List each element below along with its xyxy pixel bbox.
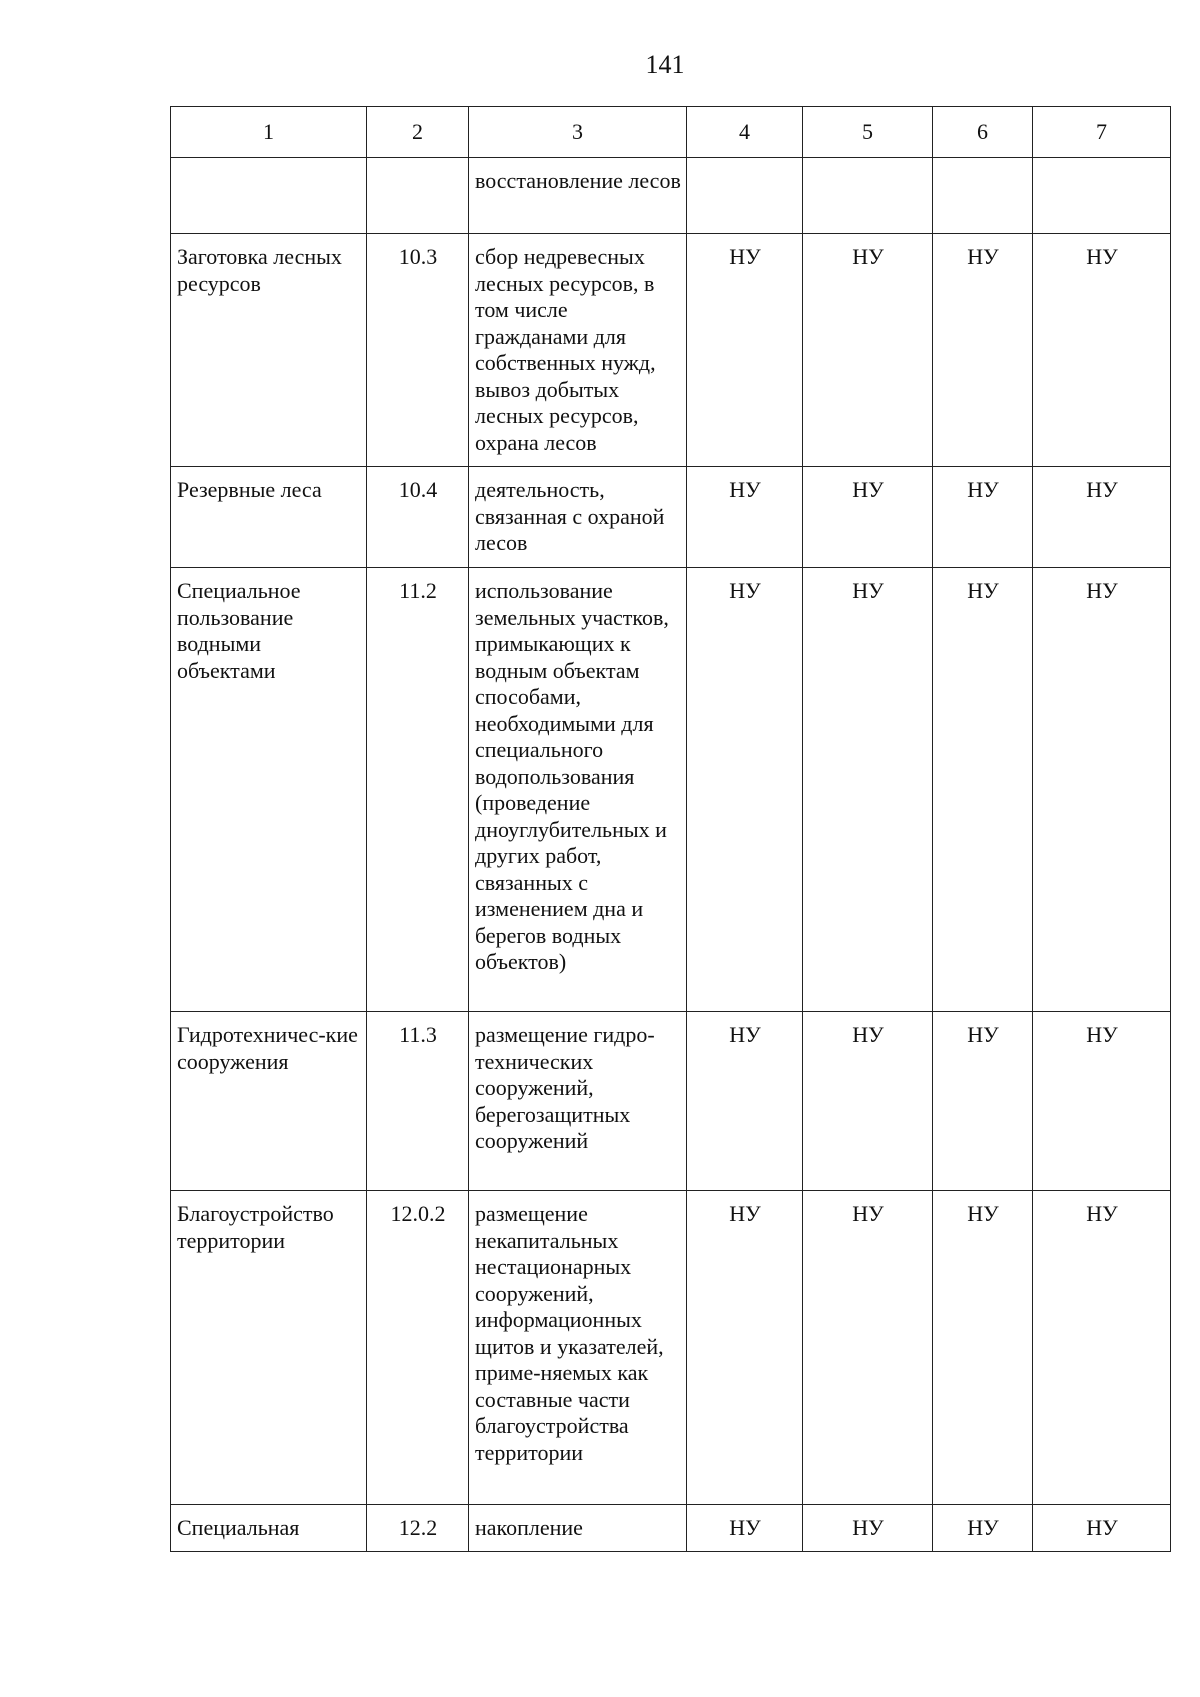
row-name: Резервные леса xyxy=(177,477,322,502)
row-name: Специальная xyxy=(177,1515,300,1540)
row-value-5: НУ xyxy=(852,1201,884,1226)
row-code: 12.0.2 xyxy=(390,1201,446,1226)
row-value-4: НУ xyxy=(729,578,761,603)
row-value-6: НУ xyxy=(967,578,999,603)
row-value-6: НУ xyxy=(967,477,999,502)
column-header: 6 xyxy=(933,107,1033,158)
table-header-row xyxy=(171,107,1171,158)
column-header: 2 xyxy=(367,107,469,158)
row-value-5: НУ xyxy=(852,477,884,502)
row-value-5 xyxy=(803,158,932,176)
row-value-4: НУ xyxy=(729,1515,761,1540)
row-value-6: НУ xyxy=(967,244,999,269)
row-description: деятельность, связанная с охраной лесов xyxy=(475,477,665,555)
row-description: размещение гидро-технических сооружений, берегозащитных сооружений xyxy=(475,1022,655,1153)
row-value-7: НУ xyxy=(1086,244,1118,269)
row-value-6: НУ xyxy=(967,1022,999,1047)
row-code: 12.2 xyxy=(398,1515,438,1540)
row-name: Гидротехничес-кие сооружения xyxy=(177,1022,358,1074)
row-value-7: НУ xyxy=(1086,1515,1118,1540)
row-code: 10.4 xyxy=(398,477,438,502)
row-value-7: НУ xyxy=(1086,1201,1118,1226)
row-value-6 xyxy=(933,158,1032,176)
row-value-4: НУ xyxy=(729,477,761,502)
row-value-4: НУ xyxy=(729,244,761,269)
row-name xyxy=(171,158,366,176)
row-code: 11.3 xyxy=(399,1022,437,1047)
row-name: Благоустройство территории xyxy=(177,1201,334,1253)
row-description: использование земельных участков, примыкающих к водным объектам способами, необходимыми для специального водопользования (проведение дноуглубительных и других работ, связанных с изменением дна и берегов водных объектов) xyxy=(475,578,669,974)
table-row xyxy=(171,467,1171,568)
column-header: 3 xyxy=(469,107,687,158)
row-description: восстановление лесов xyxy=(475,168,681,193)
row-code: 10.3 xyxy=(398,244,438,269)
column-header: 7 xyxy=(1033,107,1171,158)
row-value-5: НУ xyxy=(852,1515,884,1540)
table-row xyxy=(171,1012,1171,1191)
row-code xyxy=(367,158,468,176)
table-row xyxy=(171,1505,1171,1552)
row-value-4: НУ xyxy=(729,1201,761,1226)
land-use-table xyxy=(170,106,1171,1552)
row-value-7: НУ xyxy=(1086,578,1118,603)
row-value-5: НУ xyxy=(852,1022,884,1047)
row-value-6: НУ xyxy=(967,1201,999,1226)
row-value-5: НУ xyxy=(852,244,884,269)
row-code: 11.2 xyxy=(399,578,437,603)
row-value-7: НУ xyxy=(1086,477,1118,502)
row-value-7 xyxy=(1033,158,1170,176)
column-header: 1 xyxy=(171,107,367,158)
column-header: 4 xyxy=(687,107,803,158)
column-header: 5 xyxy=(803,107,933,158)
page-number: 141 xyxy=(645,50,685,79)
row-description: размещение некапитальных нестационарных сооружений, информационных щитов и указателей, приме-няемых как составные части благоустройства территории xyxy=(475,1201,664,1465)
row-name: Заготовка лесных ресурсов xyxy=(177,244,342,296)
table-row xyxy=(171,234,1171,467)
row-description: сбор недревесных лесных ресурсов, в том числе гражданами для собственных нужд, вывоз добытых лесных ресурсов, охрана лесов xyxy=(475,244,656,455)
row-value-6: НУ xyxy=(967,1515,999,1540)
table-row xyxy=(171,1191,1171,1505)
table-row xyxy=(171,568,1171,1012)
row-value-4 xyxy=(687,158,802,176)
row-value-5: НУ xyxy=(852,578,884,603)
row-value-4: НУ xyxy=(729,1022,761,1047)
row-name: Специальное пользование водными объектами xyxy=(177,578,301,683)
row-value-7: НУ xyxy=(1086,1022,1118,1047)
table-row xyxy=(171,158,1171,234)
row-description: накопление xyxy=(475,1515,583,1540)
